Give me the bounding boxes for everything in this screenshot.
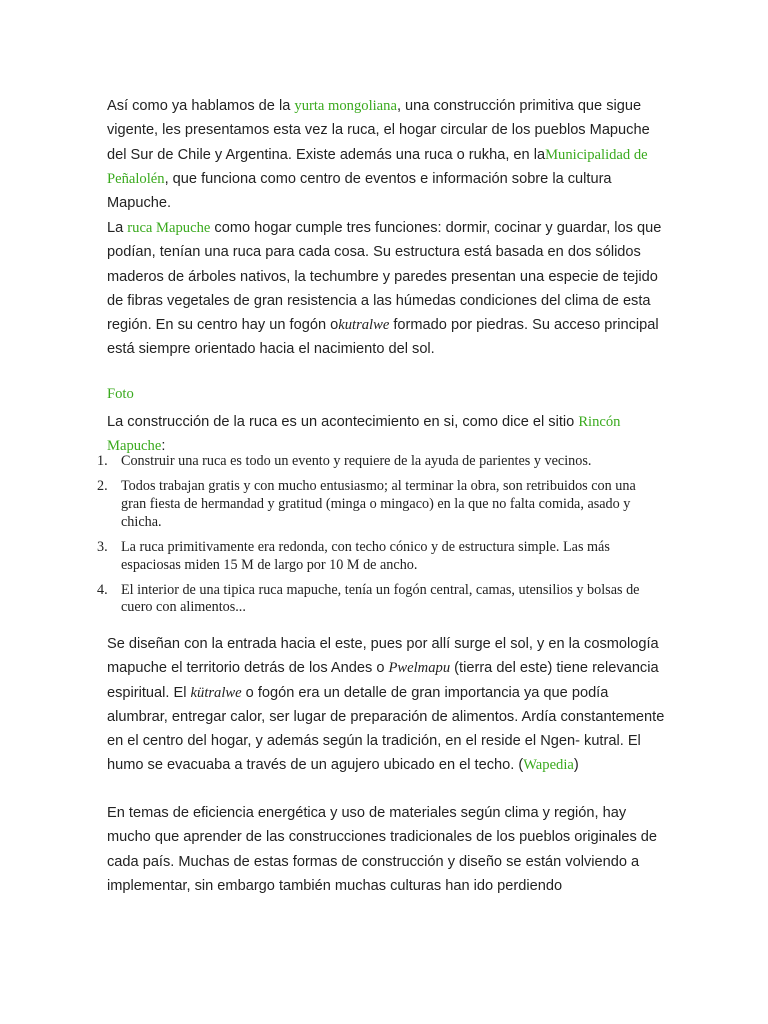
link-foto[interactable]: Foto: [107, 386, 134, 402]
ruca-text-1: La: [107, 220, 128, 236]
link-wapedia[interactable]: Wapedia: [523, 757, 574, 774]
intro-text-1: Así como ya hablamos de la: [107, 98, 295, 114]
orientation-text-2: (tierra del este) tiene relevancia espiritual. El: [107, 660, 659, 701]
list-item-text: Construir una ruca es todo un evento y requiere de la ayuda de parientes y vecinos.: [121, 453, 592, 469]
intro-text-2: , una construcción primitiva que sigue vigente, les presentamos esta vez la ruca, el hogar circular de los pueblos Mapuche del Sur de Chile y Argentina. Existe además una ruca o rukha, en la: [107, 98, 650, 163]
list-item: [97, 453, 661, 471]
construction-text-1: La construcción de la ruca es un acontecimiento en si, como dice el sitio: [107, 414, 579, 430]
intro-text-3: , que funciona como centro de eventos e información sobre la cultura Mapuche.: [107, 170, 612, 212]
orientation-text-3: o fogón era un detalle de gran importancia ya que podía alumbrar, entregar calor, ser lugar de preparación de alimentos. Ardía constantemente en el centro del hogar, y además según la tradición, en el reside el Ngen- kutral. El humo se evacuaba a través de un agujero ubicado en el techo. (: [107, 684, 665, 774]
list-item-number: 3.: [97, 538, 108, 555]
link-ruca-mapuche[interactable]: ruca Mapuche: [127, 220, 211, 236]
ordered-list: [97, 453, 661, 625]
paragraph-orientation: [107, 632, 667, 778]
orientation-term-pwelmapu: Pwelmapu: [388, 660, 451, 677]
ruca-term-kutralwe: kutralwe: [338, 317, 390, 334]
list-item-text: La ruca primitivamente era redonda, con techo cónico y de estructura simple. Las más espaciosas miden 15 M de largo por 10 M de ancho.: [121, 538, 610, 573]
construction-text-2: :: [161, 438, 166, 455]
paragraph-intro: [107, 94, 667, 215]
ruca-text-3: formado por piedras. Su acceso principal está siempre orientado hacia el nacimiento del sol.: [107, 317, 659, 358]
list-item: [97, 538, 661, 574]
list-item-number: 2.: [97, 478, 108, 495]
orientation-text-4: ): [573, 757, 579, 774]
orientation-text-1: Se diseñan con la entrada hacia el este, pues por allí surge el sol, y en la cosmología mapuche el territorio detrás de los Andes o: [107, 636, 659, 677]
paragraph-construction: [107, 410, 667, 459]
link-municipalidad-penalolen[interactable]: Municipalidad de Peñalolén: [107, 146, 648, 187]
list-item-number: 4.: [97, 581, 108, 598]
ruca-text-2: como hogar cumple tres funciones: dormir, cocinar y guardar, los que podían, tenían una ruca para cada cosa. Su estructura está basada en dos sólidos maderos de árboles nativos, la techumbre y paredes presentan una especie de tejido de fibras vegetales de gran resistencia a las húmedas condiciones del clima de esta región. En su centro hay un fogón o: [107, 220, 662, 334]
list-item: [97, 581, 661, 617]
list-item: [97, 478, 661, 531]
orientation-term-kutralwe: kütralwe: [190, 684, 242, 701]
link-yurta-mongoliana[interactable]: yurta mongoliana: [294, 98, 397, 114]
list-item-text: El interior de una tipica ruca mapuche, tenía un fogón central, camas, utensilios y bolsas de cuero con alimentos...: [121, 581, 640, 616]
list-item-text: Todos trabajan gratis y con mucho entusiasmo; al terminar la obra, son retribuidos con una gran fiesta de hermandad y gratitud (minga o mingaco) en la que no falta comida, asado y chicha.: [121, 478, 636, 530]
list-item-number: 1.: [97, 453, 108, 469]
paragraph-energy-efficiency: [107, 801, 667, 898]
energy-text-1: En temas de eficiencia energética y uso de materiales según clima y región, hay mucho que aprender de las construcciones tradicionales de los pueblos originales de cada país. Muchas de estas formas de construcción y diseño se están volviendo a implementar, sin embargo también muchas culturas han ido perdiendo: [107, 805, 658, 894]
paragraph-ruca-functions: [107, 216, 667, 362]
link-rincon-mapuche[interactable]: Rincón Mapuche: [107, 414, 621, 455]
